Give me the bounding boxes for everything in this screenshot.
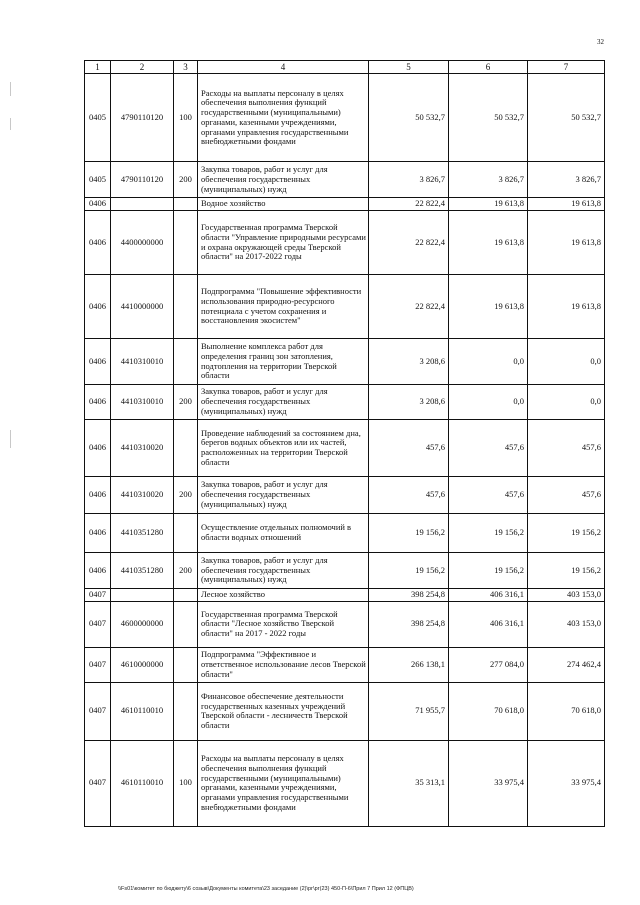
expense-type-cell (174, 339, 198, 385)
amount-cell-2: 406 316,1 (449, 589, 528, 602)
amount-cell-3: 0,0 (528, 385, 605, 420)
expense-type-cell (174, 647, 198, 682)
column-number-2: 2 (111, 61, 174, 74)
expense-type-cell: 200 (174, 385, 198, 420)
header-row (85, 61, 605, 74)
target-code-cell: 4790110120 (111, 162, 174, 198)
margin-mark (10, 82, 11, 96)
table-row (85, 682, 605, 740)
target-code-cell: 4610000000 (111, 647, 174, 682)
file-path-footer: \\Fs01\комитет по бюджету\6 созыв\Документы комитета\23 заседание (2)\рг\рг(23) 450-П-6\Прил 7 Прил 12 (ФПЦВ) (118, 886, 414, 892)
description-cell: Расходы на выплаты персоналу в целях обеспечения выполнения функций государственными (муниципальными) органами, казенными учреждениями, органами управления государственными внебюджетными фондами (198, 74, 369, 162)
amount-cell-3: 3 826,7 (528, 162, 605, 198)
target-code-cell: 4410000000 (111, 275, 174, 339)
amount-cell-1: 3 208,6 (369, 385, 449, 420)
expense-type-cell: 100 (174, 74, 198, 162)
target-code-cell: 4410310010 (111, 339, 174, 385)
expense-type-cell: 200 (174, 162, 198, 198)
table-row (85, 589, 605, 602)
column-number-4: 4 (198, 61, 369, 74)
amount-cell-2: 457,6 (449, 420, 528, 477)
target-code-cell: 4600000000 (111, 601, 174, 647)
section-code-cell: 0407 (85, 682, 111, 740)
description-cell: Проведение наблюдений за состоянием дна, берегов водных объектов или их частей, расположенных на территории Тверской области (198, 420, 369, 477)
amount-cell-1: 22 822,4 (369, 275, 449, 339)
expense-type-cell (174, 601, 198, 647)
section-code-cell: 0406 (85, 339, 111, 385)
expense-type-cell: 100 (174, 740, 198, 826)
amount-cell-3: 19 613,8 (528, 211, 605, 275)
amount-cell-1: 50 532,7 (369, 74, 449, 162)
description-cell: Закупка товаров, работ и услуг для обеспечения государственных (муниципальных) нужд (198, 162, 369, 198)
amount-cell-1: 35 313,1 (369, 740, 449, 826)
amount-cell-2: 33 975,4 (449, 740, 528, 826)
description-cell: Подпрограмма "Эффективное и ответственное использование лесов Тверской области" (198, 647, 369, 682)
amount-cell-3: 0,0 (528, 339, 605, 385)
description-cell: Закупка товаров, работ и услуг для обеспечения государственных (муниципальных) нужд (198, 553, 369, 589)
amount-cell-3: 403 153,0 (528, 589, 605, 602)
amount-cell-2: 0,0 (449, 385, 528, 420)
amount-cell-3: 19 156,2 (528, 553, 605, 589)
amount-cell-1: 71 955,7 (369, 682, 449, 740)
target-code-cell: 4410351280 (111, 553, 174, 589)
description-cell: Водное хозяйство (198, 198, 369, 211)
section-code-cell: 0406 (85, 553, 111, 589)
section-code-cell: 0407 (85, 740, 111, 826)
column-number-5: 5 (369, 61, 449, 74)
table-row (85, 211, 605, 275)
table-row (85, 275, 605, 339)
target-code-cell: 4410310020 (111, 477, 174, 514)
table-row (85, 514, 605, 553)
amount-cell-2: 19 613,8 (449, 198, 528, 211)
section-code-cell: 0407 (85, 647, 111, 682)
amount-cell-2: 19 613,8 (449, 275, 528, 339)
column-number-6: 6 (449, 61, 528, 74)
section-code-cell: 0406 (85, 420, 111, 477)
table-row (85, 740, 605, 826)
description-cell: Подпрограмма "Повышение эффективности использования природно-ресурсного потенциала с учетом сохранения и восстановления экосистем" (198, 275, 369, 339)
target-code-cell (111, 589, 174, 602)
column-number-1: 1 (85, 61, 111, 74)
amount-cell-2: 457,6 (449, 477, 528, 514)
target-code-cell: 4790110120 (111, 74, 174, 162)
amount-cell-1: 398 254,8 (369, 589, 449, 602)
amount-cell-1: 457,6 (369, 420, 449, 477)
budget-table (84, 60, 605, 827)
description-cell: Государственная программа Тверской области "Управление природными ресурсами и охрана окружающей среды Тверской области" на 2017-2022 годы (198, 211, 369, 275)
section-code-cell: 0406 (85, 211, 111, 275)
description-cell: Государственная программа Тверской области "Лесное хозяйство Тверской области" на 2017 - 2022 годы (198, 601, 369, 647)
amount-cell-1: 22 822,4 (369, 198, 449, 211)
expense-type-cell (174, 682, 198, 740)
amount-cell-1: 19 156,2 (369, 553, 449, 589)
table-row (85, 647, 605, 682)
table-row (85, 339, 605, 385)
description-cell: Лесное хозяйство (198, 589, 369, 602)
description-cell: Расходы на выплаты персоналу в целях обеспечения выполнения функций государственными (муниципальными) органами, казенными учреждениями, органами управления государственными внебюджетными фондами (198, 740, 369, 826)
amount-cell-3: 274 462,4 (528, 647, 605, 682)
expense-type-cell (174, 198, 198, 211)
table-row (85, 74, 605, 162)
table-row (85, 420, 605, 477)
column-number-3: 3 (174, 61, 198, 74)
section-code-cell: 0406 (85, 514, 111, 553)
amount-cell-1: 398 254,8 (369, 601, 449, 647)
section-code-cell: 0406 (85, 275, 111, 339)
table-row (85, 553, 605, 589)
column-number-7: 7 (528, 61, 605, 74)
amount-cell-2: 19 613,8 (449, 211, 528, 275)
table-row (85, 477, 605, 514)
target-code-cell: 4410310020 (111, 420, 174, 477)
target-code-cell (111, 198, 174, 211)
table-body (85, 61, 605, 827)
amount-cell-3: 457,6 (528, 477, 605, 514)
amount-cell-2: 0,0 (449, 339, 528, 385)
amount-cell-2: 19 156,2 (449, 514, 528, 553)
amount-cell-2: 3 826,7 (449, 162, 528, 198)
target-code-cell: 4610110010 (111, 740, 174, 826)
description-cell: Осуществление отдельных полномочий в области водных отношений (198, 514, 369, 553)
section-code-cell: 0406 (85, 477, 111, 514)
amount-cell-1: 3 826,7 (369, 162, 449, 198)
description-cell: Закупка товаров, работ и услуг для обеспечения государственных (муниципальных) нужд (198, 385, 369, 420)
amount-cell-3: 50 532,7 (528, 74, 605, 162)
target-code-cell: 4410310010 (111, 385, 174, 420)
expense-type-cell (174, 589, 198, 602)
target-code-cell: 4610110010 (111, 682, 174, 740)
table-row (85, 385, 605, 420)
section-code-cell: 0406 (85, 198, 111, 211)
section-code-cell: 0405 (85, 74, 111, 162)
section-code-cell: 0406 (85, 385, 111, 420)
amount-cell-1: 3 208,6 (369, 339, 449, 385)
amount-cell-3: 19 613,8 (528, 198, 605, 211)
amount-cell-1: 22 822,4 (369, 211, 449, 275)
amount-cell-3: 19 156,2 (528, 514, 605, 553)
amount-cell-1: 266 138,1 (369, 647, 449, 682)
page-number: 32 (597, 38, 604, 46)
expense-type-cell (174, 420, 198, 477)
description-cell: Финансовое обеспечение деятельности государственных казенных учреждений Тверской области - лесничеств Тверской области (198, 682, 369, 740)
amount-cell-2: 19 156,2 (449, 553, 528, 589)
table-row (85, 198, 605, 211)
margin-mark (10, 430, 11, 448)
table-row (85, 601, 605, 647)
amount-cell-1: 457,6 (369, 477, 449, 514)
target-code-cell: 4410351280 (111, 514, 174, 553)
amount-cell-1: 19 156,2 (369, 514, 449, 553)
amount-cell-3: 70 618,0 (528, 682, 605, 740)
section-code-cell: 0405 (85, 162, 111, 198)
description-cell: Выполнение комплекса работ для определения границ зон затопления, подтопления на территории Тверской области (198, 339, 369, 385)
section-code-cell: 0407 (85, 589, 111, 602)
margin-mark (10, 118, 11, 130)
amount-cell-3: 19 613,8 (528, 275, 605, 339)
amount-cell-3: 457,6 (528, 420, 605, 477)
expense-type-cell (174, 275, 198, 339)
amount-cell-3: 33 975,4 (528, 740, 605, 826)
expense-type-cell (174, 514, 198, 553)
amount-cell-2: 50 532,7 (449, 74, 528, 162)
amount-cell-2: 70 618,0 (449, 682, 528, 740)
table-row (85, 162, 605, 198)
expense-type-cell: 200 (174, 553, 198, 589)
section-code-cell: 0407 (85, 601, 111, 647)
amount-cell-3: 403 153,0 (528, 601, 605, 647)
target-code-cell: 4400000000 (111, 211, 174, 275)
expense-type-cell (174, 211, 198, 275)
amount-cell-2: 406 316,1 (449, 601, 528, 647)
amount-cell-2: 277 084,0 (449, 647, 528, 682)
description-cell: Закупка товаров, работ и услуг для обеспечения государственных (муниципальных) нужд (198, 477, 369, 514)
expense-type-cell: 200 (174, 477, 198, 514)
